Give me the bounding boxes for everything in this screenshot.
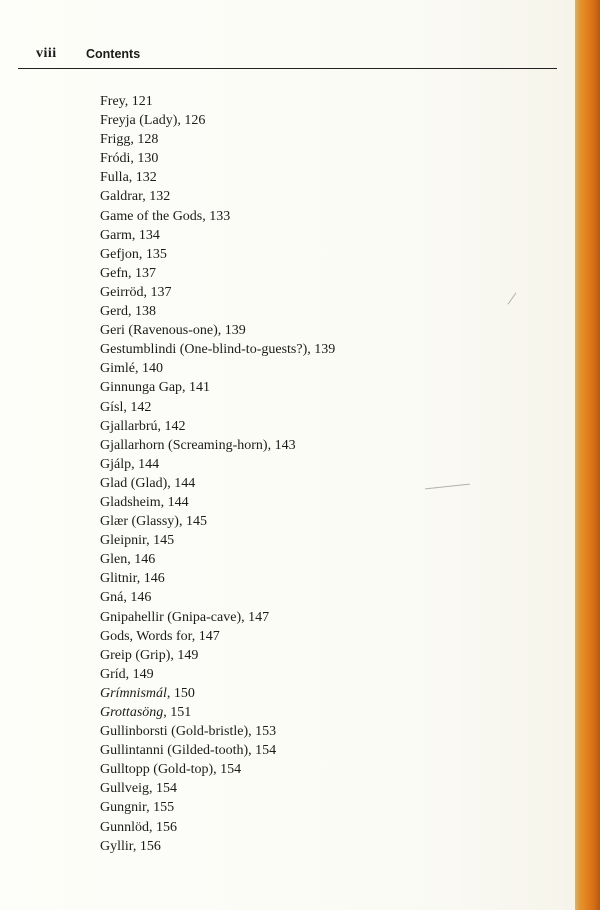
contents-entry: Frey, 121: [100, 94, 153, 109]
contents-entry: Gyllir, 156: [100, 838, 161, 854]
entry-title: Gerd: [100, 304, 128, 320]
entry-page: 154: [156, 781, 177, 797]
contents-entry: Fródi, 130: [100, 151, 159, 167]
entry-page: 155: [153, 800, 175, 816]
entry-page: 153: [255, 724, 277, 740]
page-number: viii: [36, 46, 57, 61]
entry-title: Grottasöng: [100, 705, 164, 720]
entry-page: 128: [137, 132, 159, 148]
entry-page: 156: [139, 838, 161, 854]
contents-entry: Gullintanni (Gilded-tooth), 154: [100, 743, 277, 759]
contents-entry: Gulltopp (Gold-top), 154: [100, 762, 242, 778]
contents-entry: Frigg, 128: [100, 132, 159, 148]
entry-page: 134: [138, 227, 160, 243]
page-header: [36, 46, 556, 66]
contents-entry: Gullinborsti (Gold-bristle), 153: [100, 724, 277, 740]
pencil-mark: [425, 484, 470, 490]
entry-page: 121: [131, 94, 153, 109]
entry-title: Gísl: [100, 399, 124, 415]
contents-list: [100, 92, 335, 856]
entry-page: 144: [138, 456, 160, 472]
page-edge: [575, 0, 600, 910]
entry-title: Gullveig: [100, 781, 149, 797]
entry-page: 144: [167, 494, 189, 510]
entry-page: 139: [224, 323, 246, 339]
contents-entry: Gerd, 138: [100, 304, 156, 320]
entry-title: Gods, Words for: [100, 628, 192, 644]
contents-entry: Gjallarhorn (Screaming-horn), 143: [100, 437, 296, 453]
contents-entry: Ginnunga Gap, 141: [100, 380, 211, 396]
entry-page: 132: [135, 170, 157, 186]
contents-entry: Gestumblindi (One-blind-to-guests?), 139: [100, 342, 336, 358]
entry-title: Greip (Grip): [100, 647, 171, 663]
entry-page: 146: [134, 552, 156, 568]
entry-title: Gestumblindi (One-blind-to-guests?): [100, 342, 308, 358]
entry-title: Gulltopp (Gold-top): [100, 762, 214, 778]
entry-title: Gnipahellir (Gnipa-cave): [100, 609, 242, 625]
entry-title: Gullinborsti (Gold-bristle): [100, 724, 249, 740]
contents-entry: Gjallarbrú, 142: [100, 418, 186, 434]
contents-entry: Grottasöng, 151: [100, 705, 192, 720]
contents-entry: Gefjon, 135: [100, 246, 167, 262]
contents-entry: Galdrar, 132: [100, 189, 171, 205]
running-head: Contents: [86, 47, 141, 61]
contents-entry: Glad (Glad), 144: [100, 475, 196, 491]
entry-title: Gimlé: [100, 361, 135, 377]
header-rule: [18, 68, 557, 69]
entry-page: 137: [150, 284, 172, 300]
entry-title: Fródi: [100, 151, 131, 167]
entry-title: Game of the Gods: [100, 208, 203, 224]
contents-entry: Garm, 134: [100, 227, 160, 243]
contents-entry: Glen, 146: [100, 552, 156, 568]
entry-title: Gefjon: [100, 246, 139, 262]
pencil-mark: [508, 292, 517, 304]
entry-title: Glen: [100, 552, 128, 568]
entry-page: 142: [130, 399, 152, 415]
contents-entry: Gjálp, 144: [100, 456, 160, 472]
entry-title: Gunnlöd: [100, 819, 149, 835]
entry-page: 143: [274, 437, 296, 453]
entry-page: 135: [145, 246, 167, 262]
entry-page: 156: [156, 819, 177, 835]
entry-title: Gríd: [100, 666, 126, 682]
contents-entry: Freyja (Lady), 126: [100, 113, 206, 129]
entry-page: 142: [164, 418, 186, 434]
entry-title: Gjallarhorn (Screaming-horn): [100, 437, 268, 453]
entry-page: 150: [173, 685, 195, 701]
entry-page: 146: [130, 590, 152, 606]
entry-title: Fulla: [100, 170, 129, 186]
entry-page: 146: [143, 571, 165, 587]
entry-page: 132: [149, 189, 171, 205]
contents-entry: Gimlé, 140: [100, 361, 163, 377]
contents-entry: Glitnir, 146: [100, 571, 165, 587]
entry-title: Gleipnir: [100, 533, 147, 549]
entry-page: 145: [185, 514, 207, 530]
entry-page: 149: [132, 666, 154, 682]
contents-entry: Geri (Ravenous-one), 139: [100, 323, 246, 339]
contents-entry: Game of the Gods, 133: [100, 208, 231, 224]
entry-page: 137: [135, 265, 156, 281]
entry-page: 147: [248, 609, 270, 625]
entry-title: Ginnunga Gap: [100, 380, 183, 396]
contents-entry: Glær (Glassy), 145: [100, 514, 207, 530]
entry-page: 145: [153, 533, 175, 549]
entry-title: Gjallarbrú: [100, 418, 158, 434]
entry-title: Gefn: [100, 265, 128, 281]
entry-page: 144: [174, 475, 196, 491]
entry-title: Frey: [100, 94, 125, 109]
entry-title: Gullintanni (Gilded-tooth): [100, 743, 249, 759]
entry-title: Grímnismál: [100, 685, 167, 701]
entry-title: Gladsheim: [100, 494, 161, 510]
entry-title: Frigg: [100, 132, 131, 148]
entry-page: 147: [198, 628, 220, 644]
entry-page: 130: [137, 151, 159, 167]
entry-page: 140: [142, 361, 163, 377]
contents-entry: Gefn, 137: [100, 265, 156, 281]
contents-entry: Gods, Words for, 147: [100, 628, 220, 644]
entry-page: 154: [220, 762, 242, 778]
entry-title: Gná: [100, 590, 124, 606]
contents-entry: Gunnlöd, 156: [100, 819, 177, 835]
entry-page: 141: [189, 380, 211, 396]
entry-page: 151: [170, 705, 192, 720]
entry-page: 149: [177, 647, 199, 663]
contents-entry: Greip (Grip), 149: [100, 647, 199, 663]
entry-page: 154: [255, 743, 277, 759]
entry-title: Geri (Ravenous-one): [100, 323, 218, 339]
entry-page: 126: [184, 113, 206, 129]
entry-title: Garm: [100, 227, 132, 243]
entry-title: Gungnir: [100, 800, 147, 816]
contents-entry: Geirröd, 137: [100, 284, 172, 300]
entry-title: Glitnir: [100, 571, 137, 587]
contents-entry: Fulla, 132: [100, 170, 157, 186]
contents-entry: Gladsheim, 144: [100, 494, 189, 510]
entry-title: Glad (Glad): [100, 475, 168, 491]
entry-page: 139: [314, 342, 336, 358]
entry-title: Geirröd: [100, 284, 144, 300]
entry-title: Freyja (Lady): [100, 113, 178, 129]
contents-entry: Gleipnir, 145: [100, 533, 175, 549]
entry-page: 138: [135, 304, 156, 320]
contents-entry: Gullveig, 154: [100, 781, 177, 797]
entry-title: Glær (Glassy): [100, 514, 179, 530]
entry-title: Gyllir: [100, 838, 133, 854]
contents-entry: Gríd, 149: [100, 666, 154, 682]
entry-page: 133: [209, 208, 231, 224]
contents-entry: Gná, 146: [100, 590, 152, 606]
contents-entry: Gnipahellir (Gnipa-cave), 147: [100, 609, 270, 625]
contents-entry: Gungnir, 155: [100, 800, 175, 816]
entry-title: Galdrar: [100, 189, 143, 205]
entry-title: Gjálp: [100, 456, 132, 472]
contents-entry: Gísl, 142: [100, 399, 152, 415]
contents-entry: Grímnismál, 150: [100, 685, 195, 701]
